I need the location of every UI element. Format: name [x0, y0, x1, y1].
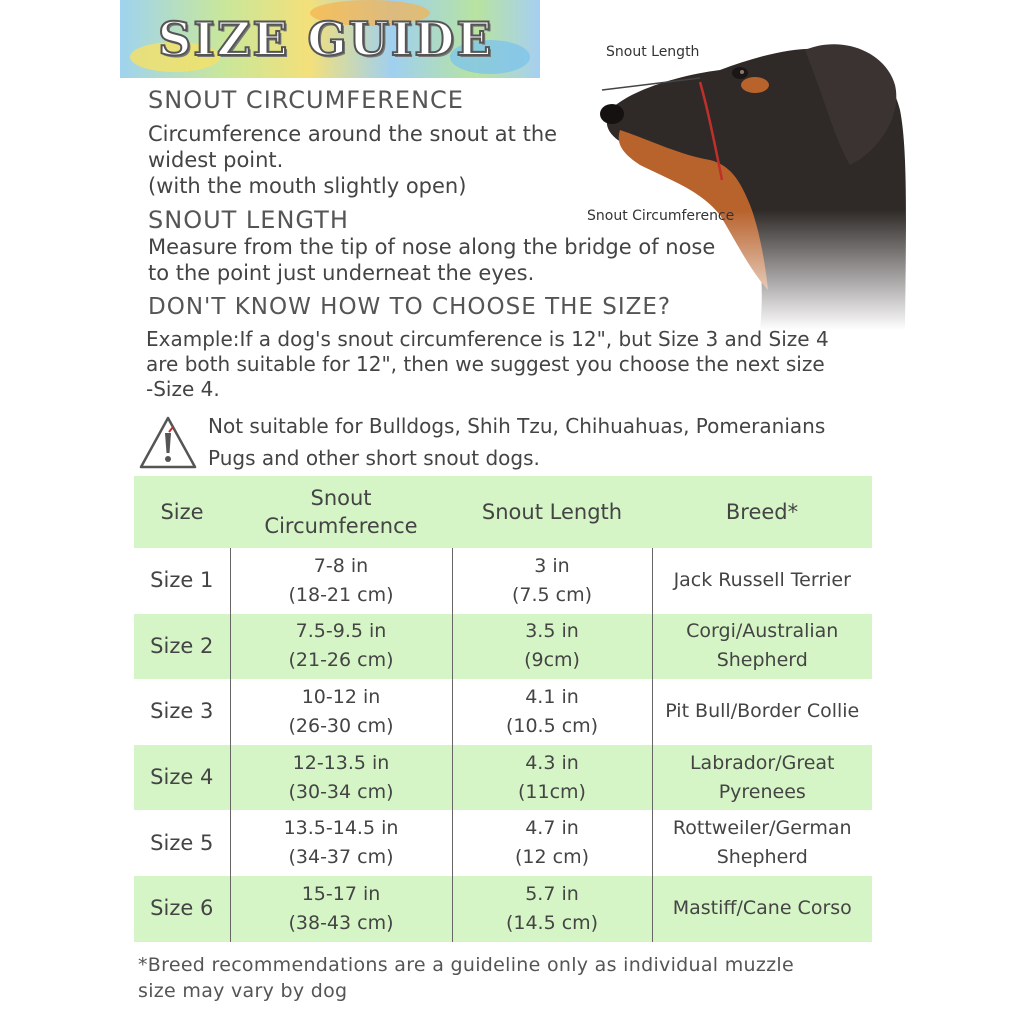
breed-cell: Jack Russell Terrier — [652, 548, 872, 614]
circumference-description: Circumference around the snout at the widest point. (with the mouth slightly open) — [148, 122, 558, 198]
circumference-cell: 10-12 in (26-30 cm) — [230, 679, 452, 745]
warning-triangle-icon — [138, 415, 198, 471]
breed-cell: Pit Bull/Border Collie — [652, 679, 872, 745]
choose-size-example: Example:If a dog's snout circumference is 12", but Size 3 and Size 4 are both suitable for 12", then we suggest you choose the next size -Size 4. — [146, 327, 829, 401]
table-row — [134, 548, 872, 614]
circumference-cell: 7-8 in (18-21 cm) — [230, 548, 452, 614]
header-snout-length: Snout Length — [481, 500, 623, 524]
length-cell: 4.1 in (10.5 cm) — [452, 679, 652, 745]
header-size: Size — [160, 500, 204, 524]
snout-length-label: Snout Length — [606, 44, 700, 60]
breed-footnote: *Breed recommendations are a guideline only as individual muzzle size may vary by dog — [138, 954, 794, 1002]
length-cell: 4.3 in (11cm) — [452, 745, 652, 811]
length-cell: 4.7 in (12 cm) — [452, 810, 652, 876]
breed-cell: Rottweiler/German Shepherd — [652, 810, 872, 876]
size-cell: Size 1 — [150, 568, 214, 593]
circumference-cell: 15-17 in (38-43 cm) — [230, 876, 452, 942]
size-cell: Size 6 — [150, 896, 214, 921]
size-cell: Size 5 — [150, 830, 214, 855]
breed-cell: Labrador/Great Pyrenees — [652, 745, 872, 811]
header-breed: Breed* — [725, 500, 799, 524]
size-cell: Size 4 — [150, 765, 214, 790]
table-row — [134, 614, 872, 680]
length-description: Measure from the tip of nose along the bridge of nose to the point just underneat the eyes. — [148, 235, 716, 285]
length-heading: SNOUT LENGTH — [148, 206, 349, 234]
page-title: SIZE GUIDE — [158, 12, 494, 66]
breed-cell: Mastiff/Cane Corso — [652, 876, 872, 942]
table-row — [134, 876, 872, 942]
length-cell: 3 in (7.5 cm) — [452, 548, 652, 614]
choose-size-heading: DON'T KNOW HOW TO CHOOSE THE SIZE? — [148, 294, 672, 320]
size-cell: Size 2 — [150, 633, 214, 658]
circumference-cell: 7.5-9.5 in (21-26 cm) — [230, 614, 452, 680]
header-snout-circumference: Snout Circumference — [264, 486, 418, 538]
breed-cell: Corgi/Australian Shepherd — [652, 614, 872, 680]
snout-circumference-label: Snout Circumference — [587, 208, 735, 224]
table-row — [134, 679, 872, 745]
length-cell: 3.5 in (9cm) — [452, 614, 652, 680]
length-cell: 5.7 in (14.5 cm) — [452, 876, 652, 942]
size-table — [134, 476, 872, 942]
circumference-cell: 12-13.5 in (30-34 cm) — [230, 745, 452, 811]
table-row — [134, 810, 872, 876]
circumference-heading: SNOUT CIRCUMFERENCE — [148, 86, 464, 114]
table-row — [134, 745, 872, 811]
circumference-cell: 13.5-14.5 in (34-37 cm) — [230, 810, 452, 876]
size-cell: Size 3 — [150, 699, 214, 724]
table-header-row — [134, 476, 872, 548]
warning-text: Not suitable for Bulldogs, Shih Tzu, Chihuahuas, Pomeranians Pugs and other short snout dogs. — [208, 414, 826, 470]
